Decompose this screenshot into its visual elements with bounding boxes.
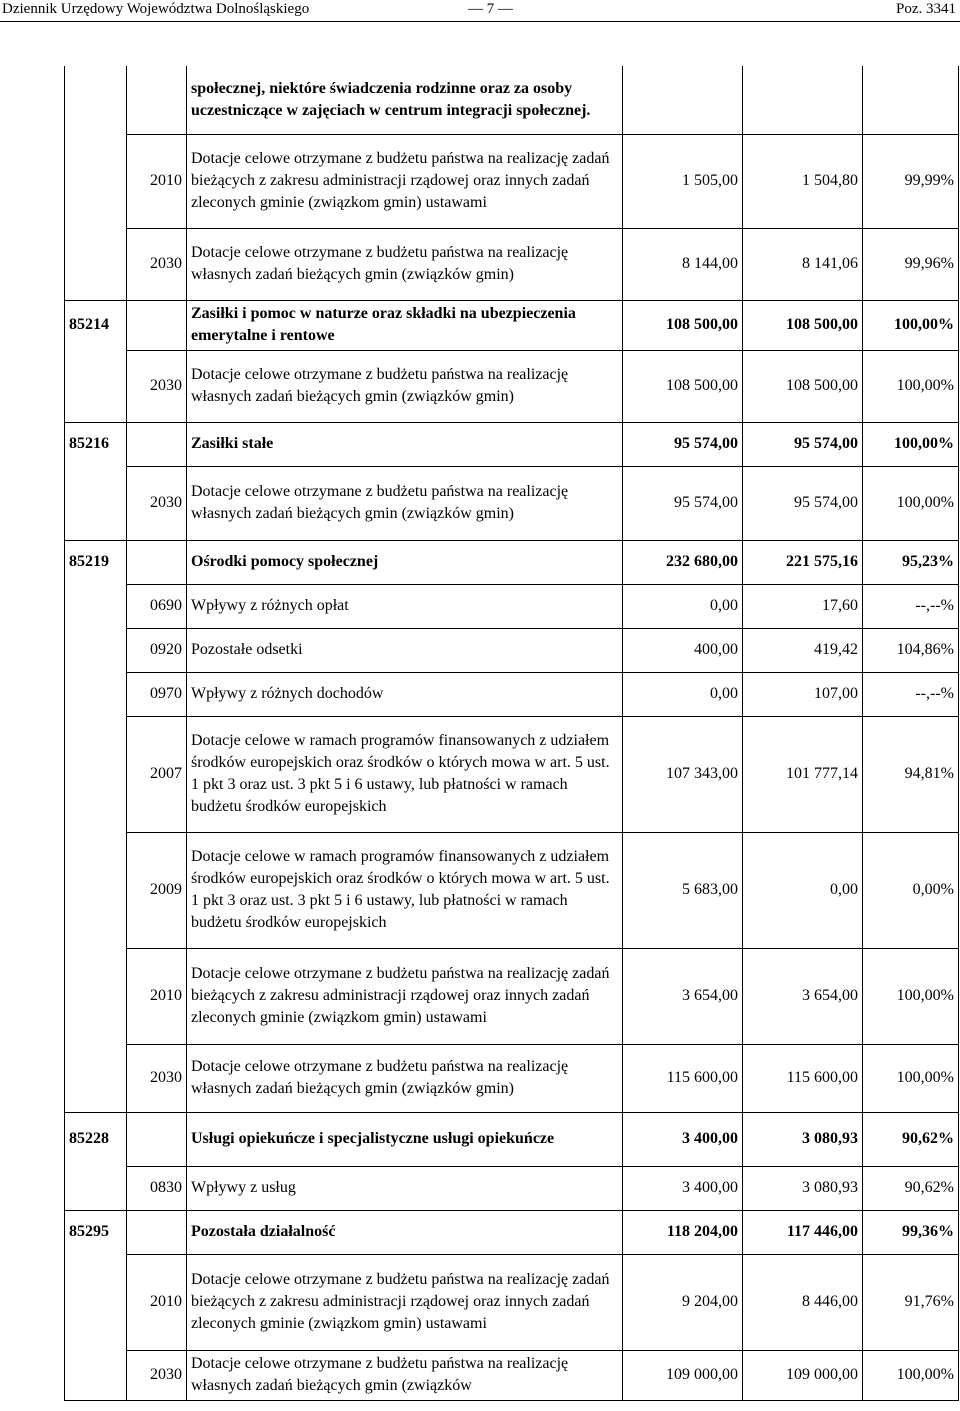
percent-cell: 100,00% [863,422,959,466]
chapter-code-cell: 85295 [65,1210,127,1254]
item-name-cell: Dotacje celowe otrzymane z budżetu państwa na realizację własnych zadań bieżących gmin (związków gmin) [187,1044,623,1112]
paragraph-row [65,1044,959,1112]
paragraph-row [65,672,959,716]
paragraph-code-cell: 0830 [127,1166,187,1210]
chapter-code-cell [65,66,127,134]
page-number: — 7 — [468,1,513,17]
execution-value-cell: 3 080,93 [743,1166,863,1210]
chapter-code-cell [65,466,127,540]
paragraph-row [65,716,959,832]
paragraph-code-cell: 2030 [127,466,187,540]
paragraph-row [65,134,959,228]
plan-value-cell: 109 000,00 [623,1350,743,1400]
execution-value-cell: 95 574,00 [743,422,863,466]
percent-cell [863,66,959,134]
chapter-code-cell [65,832,127,948]
paragraph-code-cell: 2030 [127,1044,187,1112]
execution-value-cell: 17,60 [743,584,863,628]
paragraph-row [65,628,959,672]
paragraph-code-cell: 0690 [127,584,187,628]
plan-value-cell: 9 204,00 [623,1254,743,1350]
plan-value-cell: 118 204,00 [623,1210,743,1254]
chapter-code-cell [65,716,127,832]
paragraph-row [65,948,959,1044]
percent-cell: 104,86% [863,628,959,672]
plan-value-cell: 5 683,00 [623,832,743,948]
percent-cell: 100,00% [863,466,959,540]
percent-cell: 100,00% [863,300,959,350]
percent-cell: --,--% [863,672,959,716]
paragraph-row [65,228,959,300]
header-rule [0,21,960,22]
item-name-cell: Zasiłki stałe [187,422,623,466]
plan-value-cell [623,66,743,134]
plan-value-cell: 1 505,00 [623,134,743,228]
paragraph-code-cell: 2007 [127,716,187,832]
execution-value-cell: 117 446,00 [743,1210,863,1254]
percent-cell: 0,00% [863,832,959,948]
paragraph-code-cell [127,540,187,584]
paragraph-row [65,584,959,628]
execution-value-cell: 0,00 [743,832,863,948]
plan-value-cell: 0,00 [623,584,743,628]
chapter-row [65,1112,959,1166]
item-name-cell: Dotacje celowe otrzymane z budżetu państwa na realizację własnych zadań bieżących gmin (związków gmin) [187,228,623,300]
chapter-code-cell [65,228,127,300]
chapter-code-cell [65,1254,127,1350]
chapter-row [65,422,959,466]
percent-cell: 100,00% [863,1350,959,1400]
paragraph-code-cell: 0970 [127,672,187,716]
item-name-cell: Dotacje celowe otrzymane z budżetu państwa na realizację zadań bieżących z zakresu administracji rządowej oraz innych zadań zleconych gminie (związkom gmin) ustawami [187,948,623,1044]
execution-value-cell: 108 500,00 [743,300,863,350]
item-name-cell: Pozostałe odsetki [187,628,623,672]
item-name-cell: Wpływy z usług [187,1166,623,1210]
percent-cell: 99,96% [863,228,959,300]
chapter-code-cell: 85228 [65,1112,127,1166]
percent-cell: 100,00% [863,1044,959,1112]
paragraph-code-cell: 2010 [127,948,187,1044]
plan-value-cell: 8 144,00 [623,228,743,300]
paragraph-code-cell: 2010 [127,134,187,228]
paragraph-row [65,832,959,948]
execution-value-cell: 221 575,16 [743,540,863,584]
percent-cell: 90,62% [863,1112,959,1166]
paragraph-code-cell: 2030 [127,228,187,300]
chapter-code-cell [65,134,127,228]
item-name-cell: Dotacje celowe otrzymane z budżetu państwa na realizację własnych zadań bieżących gmin (związków gmin) [187,466,623,540]
chapter-code-cell [65,628,127,672]
item-name-cell: Pozostała działalność [187,1210,623,1254]
execution-value-cell: 101 777,14 [743,716,863,832]
paragraph-row [65,1166,959,1210]
item-name-cell: Dotacje celowe otrzymane z budżetu państwa na realizację własnych zadań bieżących gmin (związków [187,1350,623,1400]
paragraph-row [65,350,959,422]
paragraph-code-cell [127,300,187,350]
plan-value-cell: 232 680,00 [623,540,743,584]
percent-cell: 99,99% [863,134,959,228]
item-name-cell: Dotacje celowe w ramach programów finansowanych z udziałem środków europejskich oraz środków o których mowa w art. 5 ust. 1 pkt 3 oraz ust. 3 pkt 5 i 6 ustawy, lub płatności w ramach budżetu środków europejskich [187,716,623,832]
budget-table [64,66,959,1401]
execution-value-cell: 8 141,06 [743,228,863,300]
execution-value-cell: 8 446,00 [743,1254,863,1350]
item-name-cell: Wpływy z różnych opłat [187,584,623,628]
execution-value-cell: 1 504,80 [743,134,863,228]
paragraph-row [65,1350,959,1400]
chapter-row [65,540,959,584]
plan-value-cell: 0,00 [623,672,743,716]
chapter-code-cell: 85216 [65,422,127,466]
paragraph-code-cell [127,66,187,134]
chapter-code-cell [65,1044,127,1112]
percent-cell: 94,81% [863,716,959,832]
paragraph-code-cell: 2009 [127,832,187,948]
paragraph-code-cell [127,1112,187,1166]
chapter-code-cell [65,1350,127,1400]
item-name-cell: Dotacje celowe otrzymane z budżetu państwa na realizację własnych zadań bieżących gmin (związków gmin) [187,350,623,422]
paragraph-code-cell: 2010 [127,1254,187,1350]
execution-value-cell: 3 654,00 [743,948,863,1044]
percent-cell: 90,62% [863,1166,959,1210]
execution-value-cell: 109 000,00 [743,1350,863,1400]
plan-value-cell: 107 343,00 [623,716,743,832]
chapter-code-cell: 85214 [65,300,127,350]
chapter-code-cell: 85219 [65,540,127,584]
item-name-cell: społecznej, niektóre świadczenia rodzinne oraz za osoby uczestniczące w zajęciach w centrum integracji społecznej. [187,66,623,134]
paragraph-code-cell: 0920 [127,628,187,672]
chapter-code-cell [65,350,127,422]
chapter-row [65,1210,959,1254]
paragraph-row [65,466,959,540]
execution-value-cell: 108 500,00 [743,350,863,422]
plan-value-cell: 95 574,00 [623,466,743,540]
plan-value-cell: 3 400,00 [623,1166,743,1210]
item-name-cell: Dotacje celowe otrzymane z budżetu państwa na realizację zadań bieżących z zakresu administracji rządowej oraz innych zadań zleconych gminie (związkom gmin) ustawami [187,134,623,228]
percent-cell: 95,23% [863,540,959,584]
plan-value-cell: 95 574,00 [623,422,743,466]
plan-value-cell: 3 400,00 [623,1112,743,1166]
item-name-cell: Ośrodki pomocy społecznej [187,540,623,584]
paragraph-code-cell [127,1210,187,1254]
execution-value-cell: 115 600,00 [743,1044,863,1112]
page-header [0,0,960,22]
plan-value-cell: 3 654,00 [623,948,743,1044]
execution-value-cell [743,66,863,134]
chapter-row [65,300,959,350]
item-name-cell: Zasiłki i pomoc w naturze oraz składki na ubezpieczenia emerytalne i rentowe [187,300,623,350]
execution-value-cell: 107,00 [743,672,863,716]
chapter-code-cell [65,1166,127,1210]
chapter-code-cell [65,584,127,628]
percent-cell: 100,00% [863,350,959,422]
journal-title: Dziennik Urzędowy Województwa Dolnośląskiego [2,1,310,17]
paragraph-code-cell [127,422,187,466]
plan-value-cell: 115 600,00 [623,1044,743,1112]
plan-value-cell: 108 500,00 [623,300,743,350]
paragraph-row [65,1254,959,1350]
item-name-cell: Dotacje celowe w ramach programów finansowanych z udziałem środków europejskich oraz środków o których mowa w art. 5 ust. 1 pkt 3 oraz ust. 3 pkt 5 i 6 ustawy, lub płatności w ramach budżetu środków europejskich [187,832,623,948]
paragraph-code-cell: 2030 [127,350,187,422]
item-name-cell: Wpływy z różnych dochodów [187,672,623,716]
paragraph-row [65,66,959,134]
percent-cell: 99,36% [863,1210,959,1254]
execution-value-cell: 95 574,00 [743,466,863,540]
position-number: Poz. 3341 [896,1,956,17]
percent-cell: 100,00% [863,948,959,1044]
percent-cell: 91,76% [863,1254,959,1350]
execution-value-cell: 3 080,93 [743,1112,863,1166]
chapter-code-cell [65,672,127,716]
percent-cell: --,--% [863,584,959,628]
item-name-cell: Usługi opiekuńcze i specjalistyczne usługi opiekuńcze [187,1112,623,1166]
budget-table-body [65,66,959,1400]
execution-value-cell: 419,42 [743,628,863,672]
paragraph-code-cell: 2030 [127,1350,187,1400]
plan-value-cell: 400,00 [623,628,743,672]
plan-value-cell: 108 500,00 [623,350,743,422]
chapter-code-cell [65,948,127,1044]
item-name-cell: Dotacje celowe otrzymane z budżetu państwa na realizację zadań bieżących z zakresu administracji rządowej oraz innych zadań zleconych gminie (związkom gmin) ustawami [187,1254,623,1350]
